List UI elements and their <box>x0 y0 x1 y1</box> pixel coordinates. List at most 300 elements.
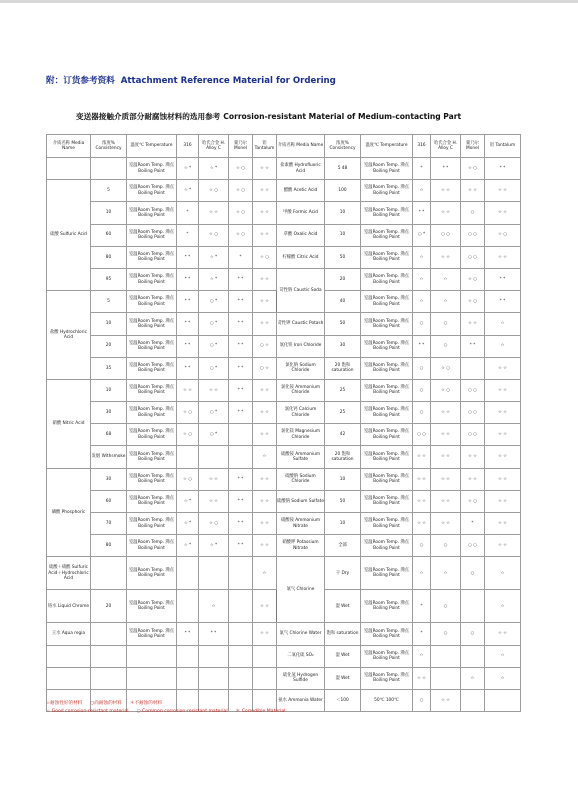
rating-tantalum-left <box>253 645 277 667</box>
consistency-left: 60 <box>91 224 127 246</box>
table-row <box>47 557 521 590</box>
temperature-right: 室温Room Temp. 沸点Boiling Point <box>361 313 413 335</box>
rating-hastelloy-right: ○ <box>431 623 461 645</box>
legend-en <box>46 708 285 714</box>
rating-tantalum-left: ☆ ☆ <box>253 490 277 512</box>
rating-tantalum-right: ☆ <box>485 557 521 590</box>
table-row <box>47 224 521 246</box>
consistency-right: 50 <box>325 246 361 268</box>
media-name-right: 草酸 Oxalic Acid <box>277 224 325 246</box>
temperature-left: 室温Room Temp. 沸点Boiling Point <box>127 357 177 379</box>
consistency-left: 20 <box>91 335 127 357</box>
rating-tantalum-right: ☆ <box>485 667 521 689</box>
table-row <box>47 402 521 424</box>
media-name-right: 氯气 Chlorine Water <box>277 623 325 645</box>
rating-316-left: * <box>177 202 199 224</box>
rating-316-left: ☆ ○ <box>177 402 199 424</box>
rating-monel-left: * * <box>229 379 253 401</box>
media-name-right: 硝酸钾 Potassium Nitrate <box>277 535 325 557</box>
temperature-right: 室温Room Temp. 沸点Boiling Point <box>361 513 413 535</box>
rating-monel-right <box>461 357 485 379</box>
consistency-right: 50 <box>325 313 361 335</box>
consistency-left: 20 <box>91 590 127 623</box>
table-row <box>47 645 521 667</box>
table-row <box>47 246 521 268</box>
rating-316-right: ☆ <box>413 246 431 268</box>
rating-hastelloy-left: ○ * <box>199 424 229 446</box>
temperature-left: 室温Room Temp. 沸点Boiling Point <box>127 291 177 313</box>
rating-tantalum-left: ○ ☆ <box>253 357 277 379</box>
legend-en-common: ○ Common corrosion-resistant material <box>136 709 228 714</box>
legend-en-good: ☆ Good corrosion-resistant material <box>46 709 129 714</box>
rating-monel-left: ☆ ○ <box>229 224 253 246</box>
temperature-left: 室温Room Temp. 沸点Boiling Point <box>127 224 177 246</box>
media-name-right: 硫酸钠 Sodium Sulfate <box>277 490 325 512</box>
media-name-right: 硫酸铵 Ammonium Sulfate <box>277 446 325 468</box>
rating-monel-left <box>229 557 253 590</box>
rating-hastelloy-left: ☆ * <box>199 535 229 557</box>
legend-cn-bad: ＊不耐蚀的材料 <box>129 701 163 706</box>
rating-hastelloy-right: ☆ ☆ <box>431 424 461 446</box>
rating-tantalum-left: ☆ ☆ <box>253 158 277 180</box>
rating-316-right: ☆ ☆ <box>413 667 431 689</box>
rating-tantalum-left: ☆ ☆ <box>253 180 277 202</box>
rating-monel-left: ☆ ○ <box>229 202 253 224</box>
temperature-left: 室温Room Temp. 沸点Boiling Point <box>127 535 177 557</box>
temperature-left: 室温Room Temp. 沸点Boiling Point <box>127 446 177 468</box>
consistency-left: 5 <box>91 180 127 202</box>
table-row <box>47 513 521 535</box>
temperature-right: 室温Room Temp. 沸点Boiling Point <box>361 158 413 180</box>
rating-tantalum-left <box>253 667 277 689</box>
media-name-right: 氯化钠 Sodium Chloride <box>277 357 325 379</box>
rating-316-left <box>177 446 199 468</box>
rating-316-right: ☆ ☆ <box>413 446 431 468</box>
rating-monel-right: ☆ ☆ <box>461 313 485 335</box>
rating-hastelloy-left: ○ * <box>199 335 229 357</box>
rating-monel-left: * * <box>229 335 253 357</box>
header-hastelloy-left: 哈氏合金 H. Alloy C <box>199 135 229 158</box>
rating-tantalum-right: ☆ ☆ <box>485 379 521 401</box>
rating-316-right: ○ ○ <box>413 424 431 446</box>
rating-hastelloy-left: ○ * <box>199 313 229 335</box>
table-row <box>47 446 521 468</box>
rating-tantalum-right: ☆ <box>485 590 521 623</box>
rating-hastelloy-right <box>431 645 461 667</box>
rating-tantalum-left: ☆ ☆ <box>253 402 277 424</box>
rating-316-left <box>177 557 199 590</box>
media-name-right: 氯化铵 Ammonium Chloride <box>277 379 325 401</box>
temperature-right: 室温Room Temp. 沸点Boiling Point <box>361 667 413 689</box>
media-name-left: 铬水 Liquid Chrome <box>47 590 91 623</box>
temperature-right: 室温Room Temp. 沸点Boiling Point <box>361 468 413 490</box>
consistency-right: 20 饱和saturation <box>325 357 361 379</box>
temperature-right: 50℃ 100℃ <box>361 689 413 711</box>
rating-monel-right <box>461 689 485 711</box>
rating-hastelloy-left: ☆ <box>199 590 229 623</box>
rating-tantalum-left: ☆ ☆ <box>253 291 277 313</box>
rating-tantalum-right: ☆ <box>485 645 521 667</box>
temperature-right: 室温Room Temp. 沸点Boiling Point <box>361 202 413 224</box>
rating-monel-left: ☆ ○ <box>229 180 253 202</box>
header-tantalum-right: 钽 Tantalum <box>485 135 521 158</box>
temperature-left: 室温Room Temp. 沸点Boiling Point <box>127 202 177 224</box>
rating-tantalum-left: ☆ ☆ <box>253 379 277 401</box>
rating-hastelloy-right: ○ <box>431 335 461 357</box>
rating-monel-left: * * <box>229 468 253 490</box>
rating-monel-left: * * <box>229 313 253 335</box>
temperature-right: 室温Room Temp. 沸点Boiling Point <box>361 424 413 446</box>
rating-316-left: ☆ ☆ <box>177 379 199 401</box>
table-row <box>47 158 521 180</box>
rating-monel-left <box>229 446 253 468</box>
table-header-row <box>47 135 521 158</box>
rating-tantalum-right: ☆ ☆ <box>485 490 521 512</box>
temperature-right: 室温Room Temp. 沸点Boiling Point <box>361 446 413 468</box>
rating-hastelloy-right: ☆ ☆ <box>431 402 461 424</box>
rating-hastelloy-left: ○ * <box>199 291 229 313</box>
consistency-left: 80 <box>91 246 127 268</box>
rating-hastelloy-right: ☆ <box>431 291 461 313</box>
consistency-right: 干 Dry <box>325 557 361 590</box>
rating-monel-right: ☆ ☆ <box>461 180 485 202</box>
rating-tantalum-left: ☆ ☆ <box>253 268 277 290</box>
media-name-right: 氨水 Ammonia Water <box>277 689 325 711</box>
rating-hastelloy-right: ○ ○ <box>431 224 461 246</box>
table-row <box>47 535 521 557</box>
temperature-left: 室温Room Temp. 沸点Boiling Point <box>127 490 177 512</box>
media-group-left: 硝酸 Nitric Acid <box>47 379 91 468</box>
table-title-en: Corrosion-resistant Material of Medium-contacting Part <box>223 112 462 121</box>
rating-monel-left <box>229 424 253 446</box>
rating-316-left: ☆ * <box>177 490 199 512</box>
rating-hastelloy-left <box>199 446 229 468</box>
rating-hastelloy-right: ☆ ☆ <box>431 689 461 711</box>
header-316-right: 316 <box>413 135 431 158</box>
rating-hastelloy-left: ☆ * <box>199 246 229 268</box>
table-row <box>47 268 521 290</box>
media-name-right: 硫化氢 Hydrogen Sulfide <box>277 667 325 689</box>
header-tantalum-left: 钽 Tantalum <box>253 135 277 158</box>
consistency-right: 10 <box>325 202 361 224</box>
rating-hastelloy-left <box>199 557 229 590</box>
consistency-left: 10 <box>91 202 127 224</box>
table-row <box>47 490 521 512</box>
consistency-right: 饱和 saturation <box>325 623 361 645</box>
media-name-right: 硫酸钠 Sodium Chloride <box>277 468 325 490</box>
consistency-right: 25 <box>325 402 361 424</box>
media-name-left: 王水 Aqua regia <box>47 623 91 645</box>
rating-316-left: * * <box>177 291 199 313</box>
media-group-left: 盐酸 Hydrochloric Acid <box>47 291 91 380</box>
consistency-left <box>91 623 127 645</box>
header-temperature-left: 温度℃ Temperature <box>127 135 177 158</box>
rating-hastelloy-left: ☆ * <box>199 158 229 180</box>
consistency-left: 68 <box>91 424 127 446</box>
consistency-right: 50 <box>325 490 361 512</box>
rating-316-left <box>177 667 199 689</box>
header-temperature-right: 温度℃ Temperature <box>361 135 413 158</box>
rating-316-right: * <box>413 158 431 180</box>
media-name-right: 甲酸 Formic Acid <box>277 202 325 224</box>
rating-tantalum-right: ☆ ○ <box>485 224 521 246</box>
rating-tantalum-left: ☆ ☆ <box>253 623 277 645</box>
rating-tantalum-right: ☆ ☆ <box>485 535 521 557</box>
rating-monel-left <box>229 645 253 667</box>
rating-hastelloy-right: ☆ ☆ <box>431 246 461 268</box>
legend-cn <box>46 700 285 706</box>
consistency-left: 发烟 Withsmoke <box>91 446 127 468</box>
rating-316-left: ☆ * <box>177 513 199 535</box>
rating-tantalum-left: ☆ ☆ <box>253 224 277 246</box>
rating-monel-right: ○ <box>461 557 485 590</box>
temperature-right: 室温Room Temp. 沸点Boiling Point <box>361 379 413 401</box>
rating-316-right: * <box>413 623 431 645</box>
rating-tantalum-right: * * <box>485 291 521 313</box>
temperature-left: 室温Room Temp. 沸点Boiling Point <box>127 268 177 290</box>
rating-316-right: ○ <box>413 379 431 401</box>
rating-hastelloy-left: ☆ ○ <box>199 180 229 202</box>
rating-hastelloy-left: ☆ ☆ <box>199 379 229 401</box>
header-consistency-left: 浓度% Consistency <box>91 135 127 158</box>
media-name-left <box>47 667 91 689</box>
table-row <box>47 180 521 202</box>
rating-tantalum-right: * * <box>485 158 521 180</box>
rating-monel-left: * * <box>229 490 253 512</box>
consistency-right: 10 <box>325 224 361 246</box>
table-row <box>47 202 521 224</box>
media-name-right: 苛性钾 Caustic Potash <box>277 313 325 335</box>
rating-tantalum-left: ☆ ☆ <box>253 424 277 446</box>
rating-monel-right: ☆ ☆ <box>461 468 485 490</box>
media-group-right: 苛性钠 Caustic Soda <box>277 268 325 312</box>
rating-tantalum-left: ☆ ☆ <box>253 590 277 623</box>
header-316-left: 316 <box>177 135 199 158</box>
media-name-right: 氯化钙 Calcium Chloride <box>277 402 325 424</box>
rating-monel-left <box>229 590 253 623</box>
rating-monel-right: ☆ ○ <box>461 291 485 313</box>
table-title <box>76 111 461 122</box>
rating-316-right: ○ <box>413 402 431 424</box>
temperature-right: 室温Room Temp. 沸点Boiling Point <box>361 357 413 379</box>
rating-tantalum-left: ☆ ☆ <box>253 313 277 335</box>
header-monel-left: 蒙乃尔 Monel <box>229 135 253 158</box>
media-name-right: 氯化镁 Magnesium Chloride <box>277 424 325 446</box>
rating-tantalum-right: ☆ ☆ <box>485 446 521 468</box>
temperature-right: 室温Room Temp. 沸点Boiling Point <box>361 291 413 313</box>
rating-316-right: * * <box>413 335 431 357</box>
consistency-right: 20 <box>325 268 361 290</box>
temperature-right: 室温Room Temp. 沸点Boiling Point <box>361 590 413 623</box>
rating-tantalum-left: ☆ <box>253 557 277 590</box>
consistency-left: 10 <box>91 379 127 401</box>
rating-monel-right: ○ ○ <box>461 535 485 557</box>
consistency-right: 20 饱和saturation <box>325 446 361 468</box>
rating-316-right: ☆ ☆ <box>413 490 431 512</box>
rating-hastelloy-right: * * <box>431 158 461 180</box>
consistency-left: 70 <box>91 513 127 535</box>
corrosion-table <box>46 134 521 712</box>
rating-hastelloy-left: * * <box>199 623 229 645</box>
header-monel-right: 蒙乃尔 Monel <box>461 135 485 158</box>
media-name-left <box>47 645 91 667</box>
rating-tantalum-left: ☆ <box>253 446 277 468</box>
consistency-left: 30 <box>91 402 127 424</box>
temperature-right: 室温Room Temp. 沸点Boiling Point <box>361 490 413 512</box>
rating-monel-right: ○ ○ <box>461 402 485 424</box>
rating-monel-left <box>229 667 253 689</box>
consistency-right: 10 <box>325 513 361 535</box>
temperature-left: 室温Room Temp. 沸点Boiling Point <box>127 424 177 446</box>
temperature-right: 室温Room Temp. 沸点Boiling Point <box>361 402 413 424</box>
rating-monel-right: ○ <box>461 623 485 645</box>
rating-tantalum-right: ☆ ☆ <box>485 402 521 424</box>
consistency-right: 湿 Wet <box>325 645 361 667</box>
page-title <box>46 74 336 86</box>
rating-monel-right: ○ ○ <box>461 379 485 401</box>
rating-hastelloy-left: ○ * <box>199 402 229 424</box>
legend <box>46 700 285 714</box>
rating-316-left: ☆ ○ <box>177 424 199 446</box>
table-row <box>47 379 521 401</box>
rating-hastelloy-right: ☆ ☆ <box>431 490 461 512</box>
temperature-left <box>127 667 177 689</box>
legend-cn-good: ☆耐蚀性好的材料 <box>46 701 83 706</box>
rating-316-left: * * <box>177 357 199 379</box>
temperature-right: 室温Room Temp. 沸点Boiling Point <box>361 180 413 202</box>
rating-316-left: * * <box>177 246 199 268</box>
rating-316-right: ○ * <box>413 224 431 246</box>
rating-hastelloy-right: ☆ ☆ <box>431 202 461 224</box>
rating-hastelloy-left: ☆ ○ <box>199 224 229 246</box>
rating-316-right: ☆ ☆ <box>413 513 431 535</box>
rating-316-right: * <box>413 590 431 623</box>
header-consistency-right: 浓度% Consistency <box>325 135 361 158</box>
header-medium-right: 介质名称 Media Name <box>277 135 325 158</box>
consistency-right: 100 <box>325 180 361 202</box>
media-group-right: 氯气 Chlorine <box>277 557 325 623</box>
rating-monel-left: * <box>229 246 253 268</box>
consistency-left: 95 <box>91 268 127 290</box>
rating-monel-right: ☆ <box>461 667 485 689</box>
temperature-left: 室温Room Temp. 沸点Boiling Point <box>127 402 177 424</box>
rating-hastelloy-left: ○ * <box>199 357 229 379</box>
rating-tantalum-right: ☆ ☆ <box>485 202 521 224</box>
rating-monel-right: ☆ ☆ <box>461 446 485 468</box>
consistency-right: 40 <box>325 291 361 313</box>
consistency-right: 42 <box>325 424 361 446</box>
media-name-right: 硝酸铵 Ammonium Nitrate <box>277 513 325 535</box>
rating-hastelloy-right: ☆ <box>431 268 461 290</box>
table-title-cn: 变送器接触介质部分耐腐蚀材料的选用参考 <box>76 112 221 121</box>
rating-316-left <box>177 645 199 667</box>
consistency-right: 30 <box>325 335 361 357</box>
consistency-left <box>91 557 127 590</box>
rating-hastelloy-left: ☆ ○ <box>199 513 229 535</box>
temperature-right: 室温Room Temp. 沸点Boiling Point <box>361 268 413 290</box>
rating-hastelloy-right: ○ <box>431 535 461 557</box>
consistency-right: 10 <box>325 468 361 490</box>
media-name-right: 柠檬酸 Citric Acid <box>277 246 325 268</box>
rating-hastelloy-right: ☆ ☆ <box>431 180 461 202</box>
rating-hastelloy-right: ☆ ☆ <box>431 468 461 490</box>
temperature-left: 室温Room Temp. 沸点Boiling Point <box>127 557 177 590</box>
rating-316-right: ○ <box>413 357 431 379</box>
rating-monel-right: ☆ ○ <box>461 268 485 290</box>
media-name-right: 盐素酸 Hydrofluoric Acid <box>277 158 325 180</box>
table-row <box>47 468 521 490</box>
rating-monel-right: ☆ ○ <box>461 158 485 180</box>
table-row <box>47 335 521 357</box>
rating-tantalum-right <box>485 689 521 711</box>
rating-tantalum-left: ○ ☆ <box>253 335 277 357</box>
temperature-right: 室温Room Temp. 沸点Boiling Point <box>361 224 413 246</box>
rating-316-left: ☆ * <box>177 535 199 557</box>
rating-316-right: ○ <box>413 535 431 557</box>
rating-316-right: ☆ ☆ <box>413 468 431 490</box>
rating-hastelloy-left: ☆ * <box>199 268 229 290</box>
rating-316-right: ○ <box>413 689 431 711</box>
consistency-left: 80 <box>91 535 127 557</box>
temperature-left: 室温Room Temp. 沸点Boiling Point <box>127 513 177 535</box>
consistency-left <box>91 158 127 180</box>
top-divider <box>0 0 578 3</box>
temperature-right: 室温Room Temp. 沸点Boiling Point <box>361 246 413 268</box>
rating-316-left: ☆ * <box>177 180 199 202</box>
consistency-left: 10 <box>91 313 127 335</box>
rating-hastelloy-left <box>199 667 229 689</box>
table-row <box>47 623 521 645</box>
temperature-right: 室温Room Temp. 沸点Boiling Point <box>361 645 413 667</box>
media-name-left: 硫酸＋硝酸 Sulfuric Acid＋Hydrochloric Acid <box>47 557 91 590</box>
rating-316-right: * * <box>413 202 431 224</box>
temperature-left <box>127 645 177 667</box>
temperature-left: 室温Room Temp. 沸点Boiling Point <box>127 246 177 268</box>
temperature-right: 室温Room Temp. 沸点Boiling Point <box>361 623 413 645</box>
temperature-left: 室温Room Temp. 沸点Boiling Point <box>127 158 177 180</box>
rating-316-right: ☆ <box>413 645 431 667</box>
temperature-left: 室温Room Temp. 沸点Boiling Point <box>127 180 177 202</box>
consistency-left: 60 <box>91 490 127 512</box>
rating-hastelloy-left: ☆ ☆ <box>199 468 229 490</box>
consistency-right: 湿 Wet <box>325 590 361 623</box>
header-hastelloy-right: 哈氏合金 H. Alloy C <box>431 135 461 158</box>
temperature-left: 室温Room Temp. 沸点Boiling Point <box>127 313 177 335</box>
header-medium-left: 介质名称 Media Name <box>47 135 91 158</box>
rating-316-right: ○ <box>413 313 431 335</box>
legend-cn-common: ○尚耐蚀的材料 <box>90 701 122 706</box>
rating-316-right: ☆ <box>413 291 431 313</box>
rating-316-left: * <box>177 224 199 246</box>
rating-tantalum-left: ☆ ☆ <box>253 513 277 535</box>
temperature-right: 室温Room Temp. 沸点Boiling Point <box>361 557 413 590</box>
consistency-left: 5 <box>91 291 127 313</box>
media-group-left: 硫酸 Sulfuric Acid <box>47 180 91 291</box>
rating-monel-right <box>461 590 485 623</box>
rating-tantalum-right: ☆ ☆ <box>485 424 521 446</box>
rating-tantalum-right: ☆ ☆ <box>485 468 521 490</box>
rating-316-right: ☆ <box>413 180 431 202</box>
temperature-right: 室温Room Temp. 沸点Boiling Point <box>361 535 413 557</box>
rating-hastelloy-left: ☆ ☆ <box>199 490 229 512</box>
media-group-left: 磷酸 Phosphoric <box>47 468 91 557</box>
consistency-left <box>91 645 127 667</box>
media-name-left <box>47 158 91 180</box>
media-name-right: 二氧化硫 SO₂ <box>277 645 325 667</box>
temperature-left: 室温Room Temp. 沸点Boiling Point <box>127 468 177 490</box>
rating-tantalum-right: ☆ ☆ <box>485 513 521 535</box>
consistency-left: 30 <box>91 468 127 490</box>
